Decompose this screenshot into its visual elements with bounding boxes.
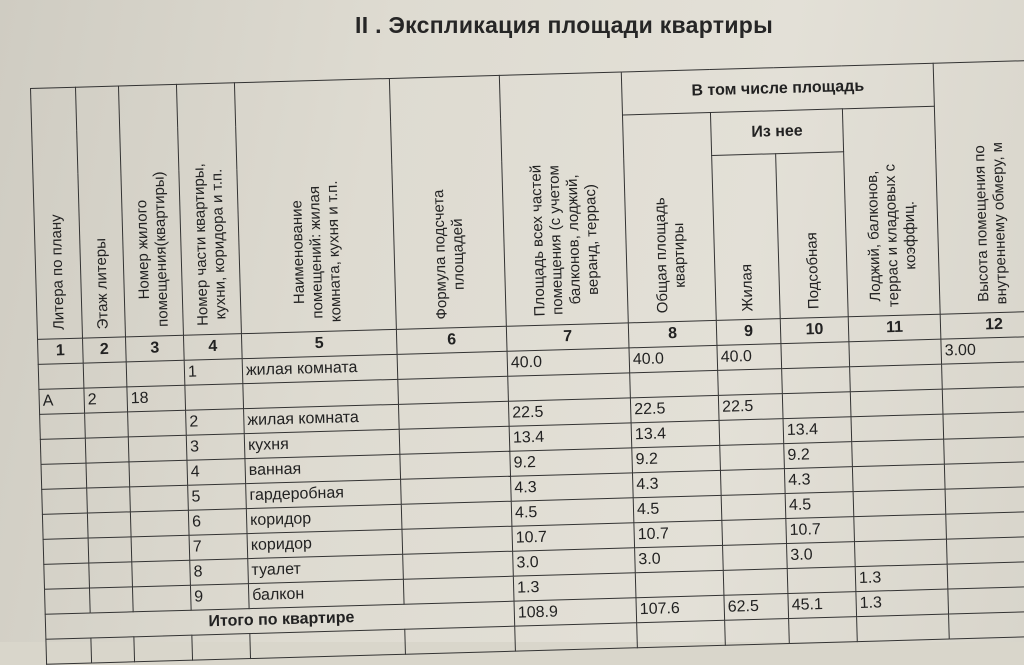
common-area-cell: 3.0: [635, 545, 724, 572]
total-loggia-area: 1.3: [856, 589, 949, 617]
height-cell: [944, 461, 1024, 489]
loggia-area-cell: 1.3: [855, 564, 948, 592]
total-aux-area: 45.1: [788, 592, 857, 619]
common-area-cell: 4.3: [632, 470, 721, 497]
loggia-area-cell: [850, 364, 943, 392]
litera-cell: [41, 463, 87, 489]
living-area-cell: [720, 444, 785, 471]
litera-cell: [40, 413, 86, 439]
floor-cell: [85, 437, 129, 463]
living-area-cell: [719, 419, 784, 446]
explication-table: [30, 60, 1024, 665]
common-area-cell: 10.7: [634, 520, 723, 547]
common-area-cell: 40.0: [629, 345, 718, 372]
header-col-6: Формула подсчета площадей: [389, 75, 506, 329]
common-area-cell: 9.2: [632, 445, 721, 472]
room-name-cell: кухня: [244, 429, 400, 458]
header-col-4: Номер части квартиры, кухни, коридора и т.п.: [176, 83, 241, 336]
height-cell: [943, 411, 1024, 439]
page-title: II . Экспликация площади квартиры: [355, 12, 774, 38]
total-area-cell: 10.7: [512, 523, 635, 551]
header-col-11: Лоджий, балконов, террас и кладовых с коэффиц.: [842, 106, 940, 316]
loggia-area-cell: [852, 439, 945, 467]
litera-cell: [44, 563, 90, 589]
room-name-cell: коридор: [246, 504, 402, 533]
part-number-cell: [185, 384, 244, 411]
aux-area-cell: [787, 567, 856, 594]
litera-cell: [42, 513, 88, 539]
aux-area-cell: 10.7: [786, 517, 855, 544]
part-number-cell: 5: [188, 484, 247, 511]
height-cell: [945, 486, 1024, 514]
part-number-cell: 3: [186, 434, 245, 461]
height-cell: [946, 536, 1024, 564]
header-col-12: Высота помещения по внутреннему обмеру, м: [933, 60, 1024, 314]
common-area-cell: [630, 370, 719, 397]
room-name-cell: жилая комната: [244, 404, 400, 433]
apartment-cell: [128, 410, 187, 437]
header-col-8: Общая площадь квартиры: [622, 113, 716, 323]
apartment-cell: [132, 585, 191, 612]
living-area-cell: [718, 369, 783, 396]
total-common-area: 107.6: [636, 595, 725, 622]
floor-cell: [89, 562, 133, 588]
common-area-cell: [635, 570, 724, 597]
litera-cell: [43, 538, 89, 564]
total-all-area: 108.9: [514, 598, 637, 626]
header-col-9: Жилая: [712, 154, 781, 321]
total-area-cell: 3.0: [513, 548, 636, 576]
floor-cell: [88, 537, 132, 563]
floor-cell: [87, 487, 131, 513]
living-area-cell: 40.0: [717, 344, 782, 371]
formula-cell: [403, 576, 514, 604]
part-number-cell: 8: [190, 559, 249, 586]
header-col-3: Номер жилого помещения(квартиры): [118, 84, 183, 337]
total-area-cell: 22.5: [508, 398, 631, 426]
aux-area-cell: 4.5: [785, 492, 854, 519]
common-area-cell: 4.5: [633, 495, 722, 522]
loggia-area-cell: [850, 389, 943, 417]
part-number-cell: 1: [184, 359, 243, 386]
aux-area-cell: [782, 392, 851, 419]
room-name-cell: коридор: [247, 529, 403, 558]
room-name-cell: туалет: [248, 554, 404, 583]
aux-area-cell: 3.0: [787, 542, 856, 569]
header-col-5: Наименование помещений: жилая комната, кухня и т.п.: [234, 78, 396, 333]
formula-cell: [403, 551, 514, 579]
height-cell: 3.00: [941, 336, 1024, 364]
living-area-cell: [723, 569, 788, 596]
height-cell: [946, 511, 1024, 539]
formula-cell: [397, 351, 508, 379]
total-height: [948, 586, 1024, 614]
formula-cell: [400, 451, 511, 479]
header-col-2: Этаж литеры: [75, 86, 125, 338]
apartment-cell: [130, 485, 189, 512]
height-cell: [947, 561, 1024, 589]
floor-cell: [83, 362, 127, 388]
common-area-cell: 22.5: [630, 395, 719, 422]
header-group-area: В том числе площадь: [621, 63, 934, 115]
loggia-area-cell: [854, 514, 947, 542]
aux-area-cell: [781, 342, 850, 369]
room-name-cell: гардеробная: [246, 479, 402, 508]
apartment-cell: [129, 460, 188, 487]
total-area-cell: 13.4: [509, 423, 632, 451]
header-col-1: Литера по плану: [31, 87, 83, 339]
floor-cell: [85, 412, 129, 438]
apartment-cell: [130, 510, 189, 537]
living-area-cell: [720, 469, 785, 496]
living-area-cell: [722, 519, 787, 546]
floor-cell: 2: [84, 387, 128, 413]
header-subgroup: Из нее: [710, 109, 843, 156]
total-area-cell: 40.0: [507, 348, 630, 376]
litera-cell: [40, 438, 86, 464]
living-area-cell: 22.5: [718, 394, 783, 421]
part-number-cell: 4: [187, 459, 246, 486]
formula-cell: [401, 476, 512, 504]
litera-cell: [42, 488, 88, 514]
total-living-area: 62.5: [724, 594, 789, 621]
total-area-cell: 4.5: [511, 498, 634, 526]
total-area-cell: 9.2: [510, 448, 633, 476]
part-number-cell: 7: [189, 534, 248, 561]
loggia-area-cell: [854, 539, 947, 567]
loggia-area-cell: [849, 339, 942, 367]
living-area-cell: [723, 544, 788, 571]
height-cell: [942, 386, 1024, 414]
loggia-area-cell: [851, 414, 944, 442]
part-number-cell: 9: [190, 584, 249, 611]
aux-area-cell: [782, 367, 851, 394]
table-body: [38, 336, 1024, 614]
aux-area-cell: 13.4: [783, 417, 852, 444]
floor-cell: [86, 462, 130, 488]
litera-cell: А: [39, 388, 85, 414]
loggia-area-cell: [852, 464, 945, 492]
apartment-cell: [128, 435, 187, 462]
living-area-cell: [721, 494, 786, 521]
header-col-10: Подсобная: [776, 152, 849, 319]
total-area-cell: 1.3: [513, 573, 636, 601]
apartment-cell: [126, 360, 185, 387]
aux-area-cell: 9.2: [784, 442, 853, 469]
common-area-cell: 13.4: [631, 420, 720, 447]
formula-cell: [401, 501, 512, 529]
litera-cell: [38, 363, 84, 389]
floor-cell: [89, 587, 133, 613]
formula-cell: [399, 426, 510, 454]
part-number-cell: 2: [186, 409, 245, 436]
formula-cell: [398, 401, 509, 429]
total-area-cell: 4.3: [511, 473, 634, 501]
room-name-cell: балкон: [248, 579, 404, 608]
room-name-cell: ванная: [245, 454, 401, 483]
part-number-cell: 6: [188, 509, 247, 536]
aux-area-cell: 4.3: [784, 467, 853, 494]
formula-cell: [402, 526, 513, 554]
column-number-row: 1 2 3 4 5 6 7 8 9 10 11 12: [38, 311, 1024, 364]
apartment-cell: [131, 535, 190, 562]
formula-cell: [398, 376, 509, 404]
litera-cell: [45, 588, 91, 614]
room-name-cell: жилая комната: [242, 354, 398, 383]
apartment-cell: [132, 560, 191, 587]
total-label: Итого по квартире: [45, 601, 515, 639]
height-cell: [944, 436, 1024, 464]
header-col-7: Площадь всех частей помещения (с учетом балконов, лоджий, веранд, террас): [499, 72, 628, 326]
apartment-cell: 18: [127, 385, 186, 412]
floor-cell: [87, 512, 131, 538]
height-cell: [942, 361, 1024, 389]
total-area-cell: [508, 373, 631, 401]
loggia-area-cell: [853, 489, 946, 517]
